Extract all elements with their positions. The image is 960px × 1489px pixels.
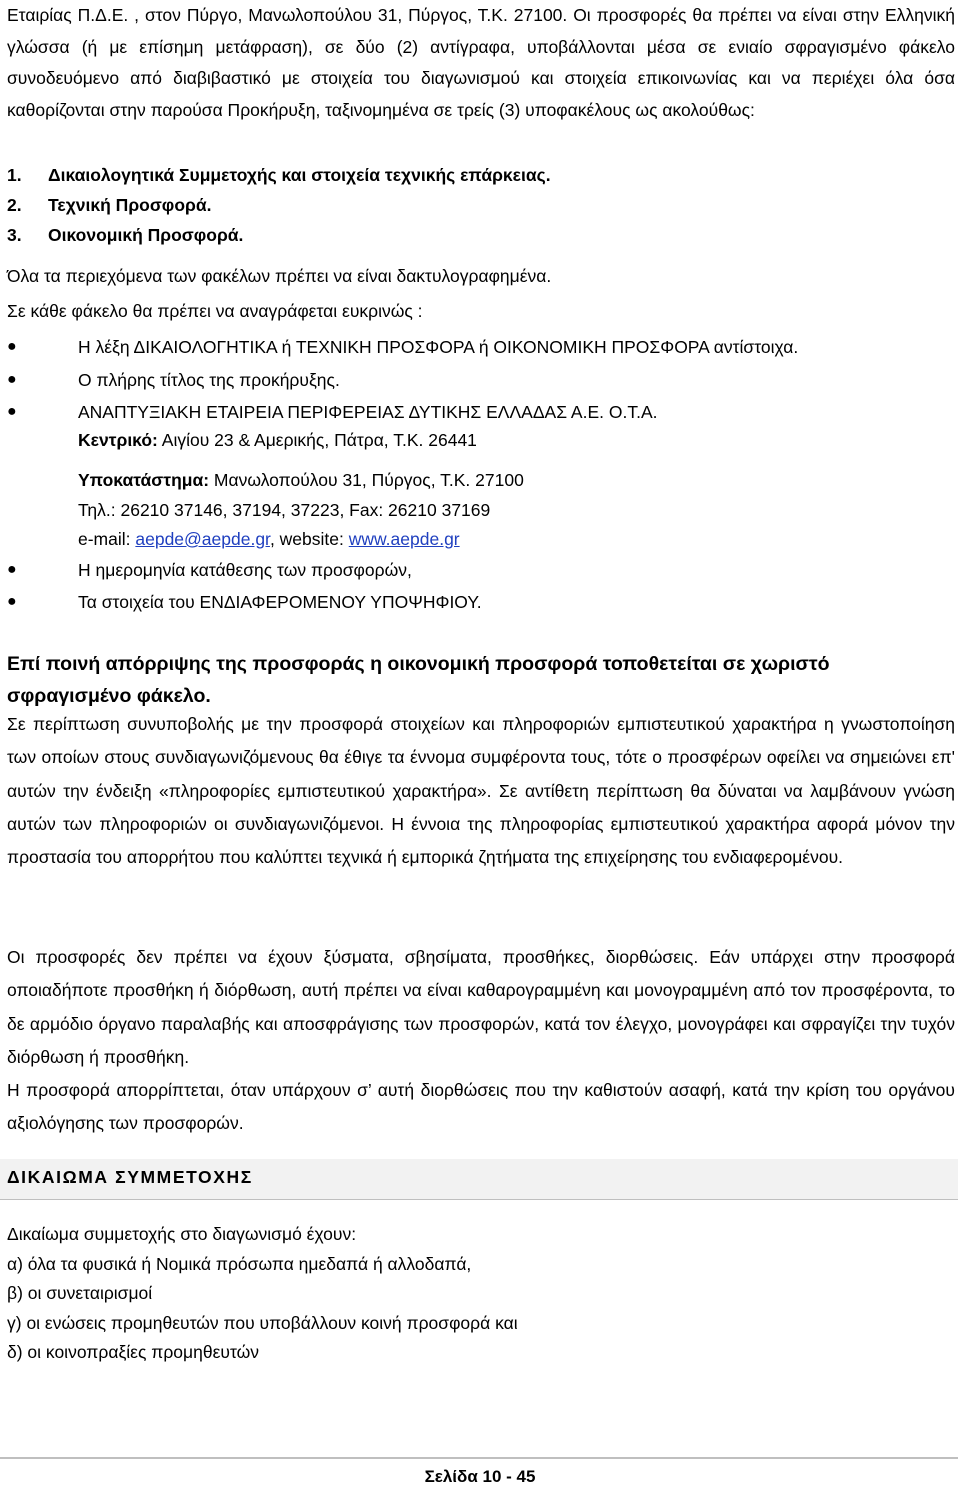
footer-divider: [0, 1457, 958, 1459]
intro-paragraph: [7, 0, 955, 126]
bullet-icon: ●: [7, 371, 17, 388]
list-item: [7, 220, 955, 250]
list-item: β) οι συνεταιρισμοί: [7, 1283, 153, 1304]
bullet-text: ΑΝΑΠΤΥΞΙΑΚΗ ΕΤΑΙΡΕΙΑ ΠΕΡΙΦΕΡΕΙΑΣ ΔΥΤΙΚΗΣ ΕΛΛΑΔΑΣ Α.Ε. Ο.Τ.Α.: [78, 402, 658, 422]
bullet-icon: ●: [7, 593, 17, 610]
email-link[interactable]: aepde@aepde.gr: [135, 529, 270, 549]
page-number: Σελίδα 10 - 45: [424, 1467, 536, 1486]
typed-note: Όλα τα περιεχόμενα των φακέλων πρέπει να είναι δακτυλογραφημένα.: [7, 266, 552, 286]
rights-list: [7, 1220, 955, 1368]
hq-value: Αιγίου 23 & Αμερικής, Πάτρα, Τ.Κ. 26441: [157, 430, 477, 450]
paragraph-confidential: Σε περίπτωση συνυποβολής με την προσφορά στοιχείων και πληροφοριών εμπιστευτικού χαρακτήρα η γνωστοποίηση των οποίων στους συνδιαγωνιζόμενους θα έθιγε τα έννομα συμφέροντα τους, τότε ο προσφέρων οφείλει να σημειώνει επ' αυτών την ένδειξη «πληροφορίες εμπιστευτικού χαρακτήρα». Σε αντίθετη περίπτωση θα δύναται να λαμβάνουν γνώση αυτών των πληροφοριών οι συνδιαγωνιζόμενοι. Η έννοια της πληροφορίας εμπιστευτικού χαρακτήρα αφορά μόνον την προστασία του απορρήτου που καλύπτει τεχνικά ή εμπορικά ζητήματα της επιχείρησης του ενδιαφερομένου.: [7, 714, 955, 868]
rights-intro: Δικαίωμα συμμετοχής στο διαγωνισμό έχουν:: [7, 1224, 357, 1244]
list-label: Τεχνική Προσφορά.: [48, 195, 212, 215]
list-number: 1.: [7, 165, 22, 185]
bullet-icon: ●: [7, 338, 17, 355]
paragraph-rejection: Η προσφορά απορρίπτεται, όταν υπάρχουν σ’ αυτή διορθώσεις που την καθιστούν ασαφή, κατά την κρίση του οργάνου αξιολόγησης των προσφορών.: [7, 1080, 955, 1134]
bullet-icon: ●: [7, 403, 17, 420]
intro-text: Εταιρίας Π.Δ.Ε. , στον Πύργο, Μανωλοπούλου 31, Πύργος, Τ.Κ. 27100. Οι προσφορές θα πρέπει να είναι στην Ελληνική γλώσσα (ή με επίσημη μετάφραση), σε δύο (2) αντίγραφα, υποβάλλονται μέσα σε ενιαίο σφραγισμένο φάκελο συνοδευόμενο από διαβιβαστικό με στοιχεία του διαγωνισμού και στοιχεία επικοινωνίας και να περιέχει όλα όσα καθορίζονται στην παρούσα Προκήρυξη, ταξινομημένα σε τρείς (3) υποφακέλους ως ακολούθως:: [7, 5, 955, 120]
contact-line: [78, 524, 460, 554]
label-intro: Σε κάθε φάκελο θα πρέπει να αναγράφεται ευκρινώς :: [7, 301, 423, 321]
bullet-text: Η ημερομηνία κατάθεσης των προσφορών,: [78, 560, 412, 580]
bullet-icon: ●: [7, 561, 17, 578]
list-label: Οικονομική Προσφορά.: [48, 225, 244, 245]
phone-line: Τηλ.: 26210 37146, 37194, 37223, Fax: 26210 37169: [78, 500, 491, 520]
website-link[interactable]: www.aepde.gr: [348, 529, 460, 549]
hq-address: [78, 425, 477, 455]
list-item: α) όλα τα φυσικά ή Νομικά πρόσωπα ημεδαπά ή αλλοδαπά,: [7, 1253, 472, 1274]
list-label: Δικαιολογητικά Συμμετοχής και στοιχεία τεχνικής επάρκειας.: [48, 165, 551, 185]
list-item: γ) οι ενώσεις προμηθευτών που υποβάλλουν κοινή προσφορά και: [7, 1312, 518, 1333]
branch-value: Μανωλοπούλου 31, Πύργος, Τ.Κ. 27100: [209, 470, 524, 490]
website-prefix: , website:: [269, 529, 349, 549]
list-item: [7, 190, 955, 220]
list-number: 3.: [7, 225, 22, 245]
branch-label: Υποκατάστημα:: [78, 470, 210, 490]
list-item: δ) οι κοινοπραξίες προμηθευτών: [7, 1342, 260, 1363]
subfolder-list: [7, 160, 955, 250]
list-number: 2.: [7, 195, 22, 215]
section-heading: ΔΙΚΑΙΩΜΑ ΣΥΜΜΕΤΟΧΗΣ: [7, 1167, 253, 1187]
warning-text: Επί ποινή απόρριψης της προσφοράς η οικονομική προσφορά τοποθετείται σε χωριστό σφραγισμένο φάκελο.: [7, 653, 830, 707]
bullet-text: Ο πλήρης τίτλος της προκήρυξης.: [78, 370, 340, 390]
email-prefix: e-mail:: [78, 529, 136, 549]
branch-address: [78, 465, 524, 495]
section-heading-bar: [0, 1159, 958, 1200]
bullet-text: Η λέξη ΔΙΚΑΙΟΛΟΓΗΤΙΚΑ ή ΤΕΧΝΙΚΗ ΠΡΟΣΦΟΡΑ ή ΟΙΚΟΝΟΜΙΚΗ ΠΡΟΣΦΟΡΑ αντίστοιχα.: [78, 337, 799, 357]
bullet-text: Τα στοιχεία του ΕΝΔΙΑΦΕΡΟΜΕΝΟΥ ΥΠΟΨΗΦΙΟΥ.: [78, 592, 482, 612]
list-item: [7, 160, 955, 190]
hq-label: Κεντρικό:: [78, 430, 158, 450]
paragraph-corrections: Οι προσφορές δεν πρέπει να έχουν ξύσματα, σβησίματα, προσθήκες, διορθώσεις. Εάν υπάρχει στην προσφορά οποιαδήποτε προσθήκη ή διόρθωση, αυτή πρέπει να είναι καθαρογραμμένη και μονογραμμένη από τον προσφέροντα, το δε αρμόδιο όργανο παραλαβής και αποσφράγισης των προσφορών, κατά τον έλεγχο, μονογράφει και σφραγίζει την τυχόν διόρθωση ή προσθήκη.: [7, 947, 955, 1067]
